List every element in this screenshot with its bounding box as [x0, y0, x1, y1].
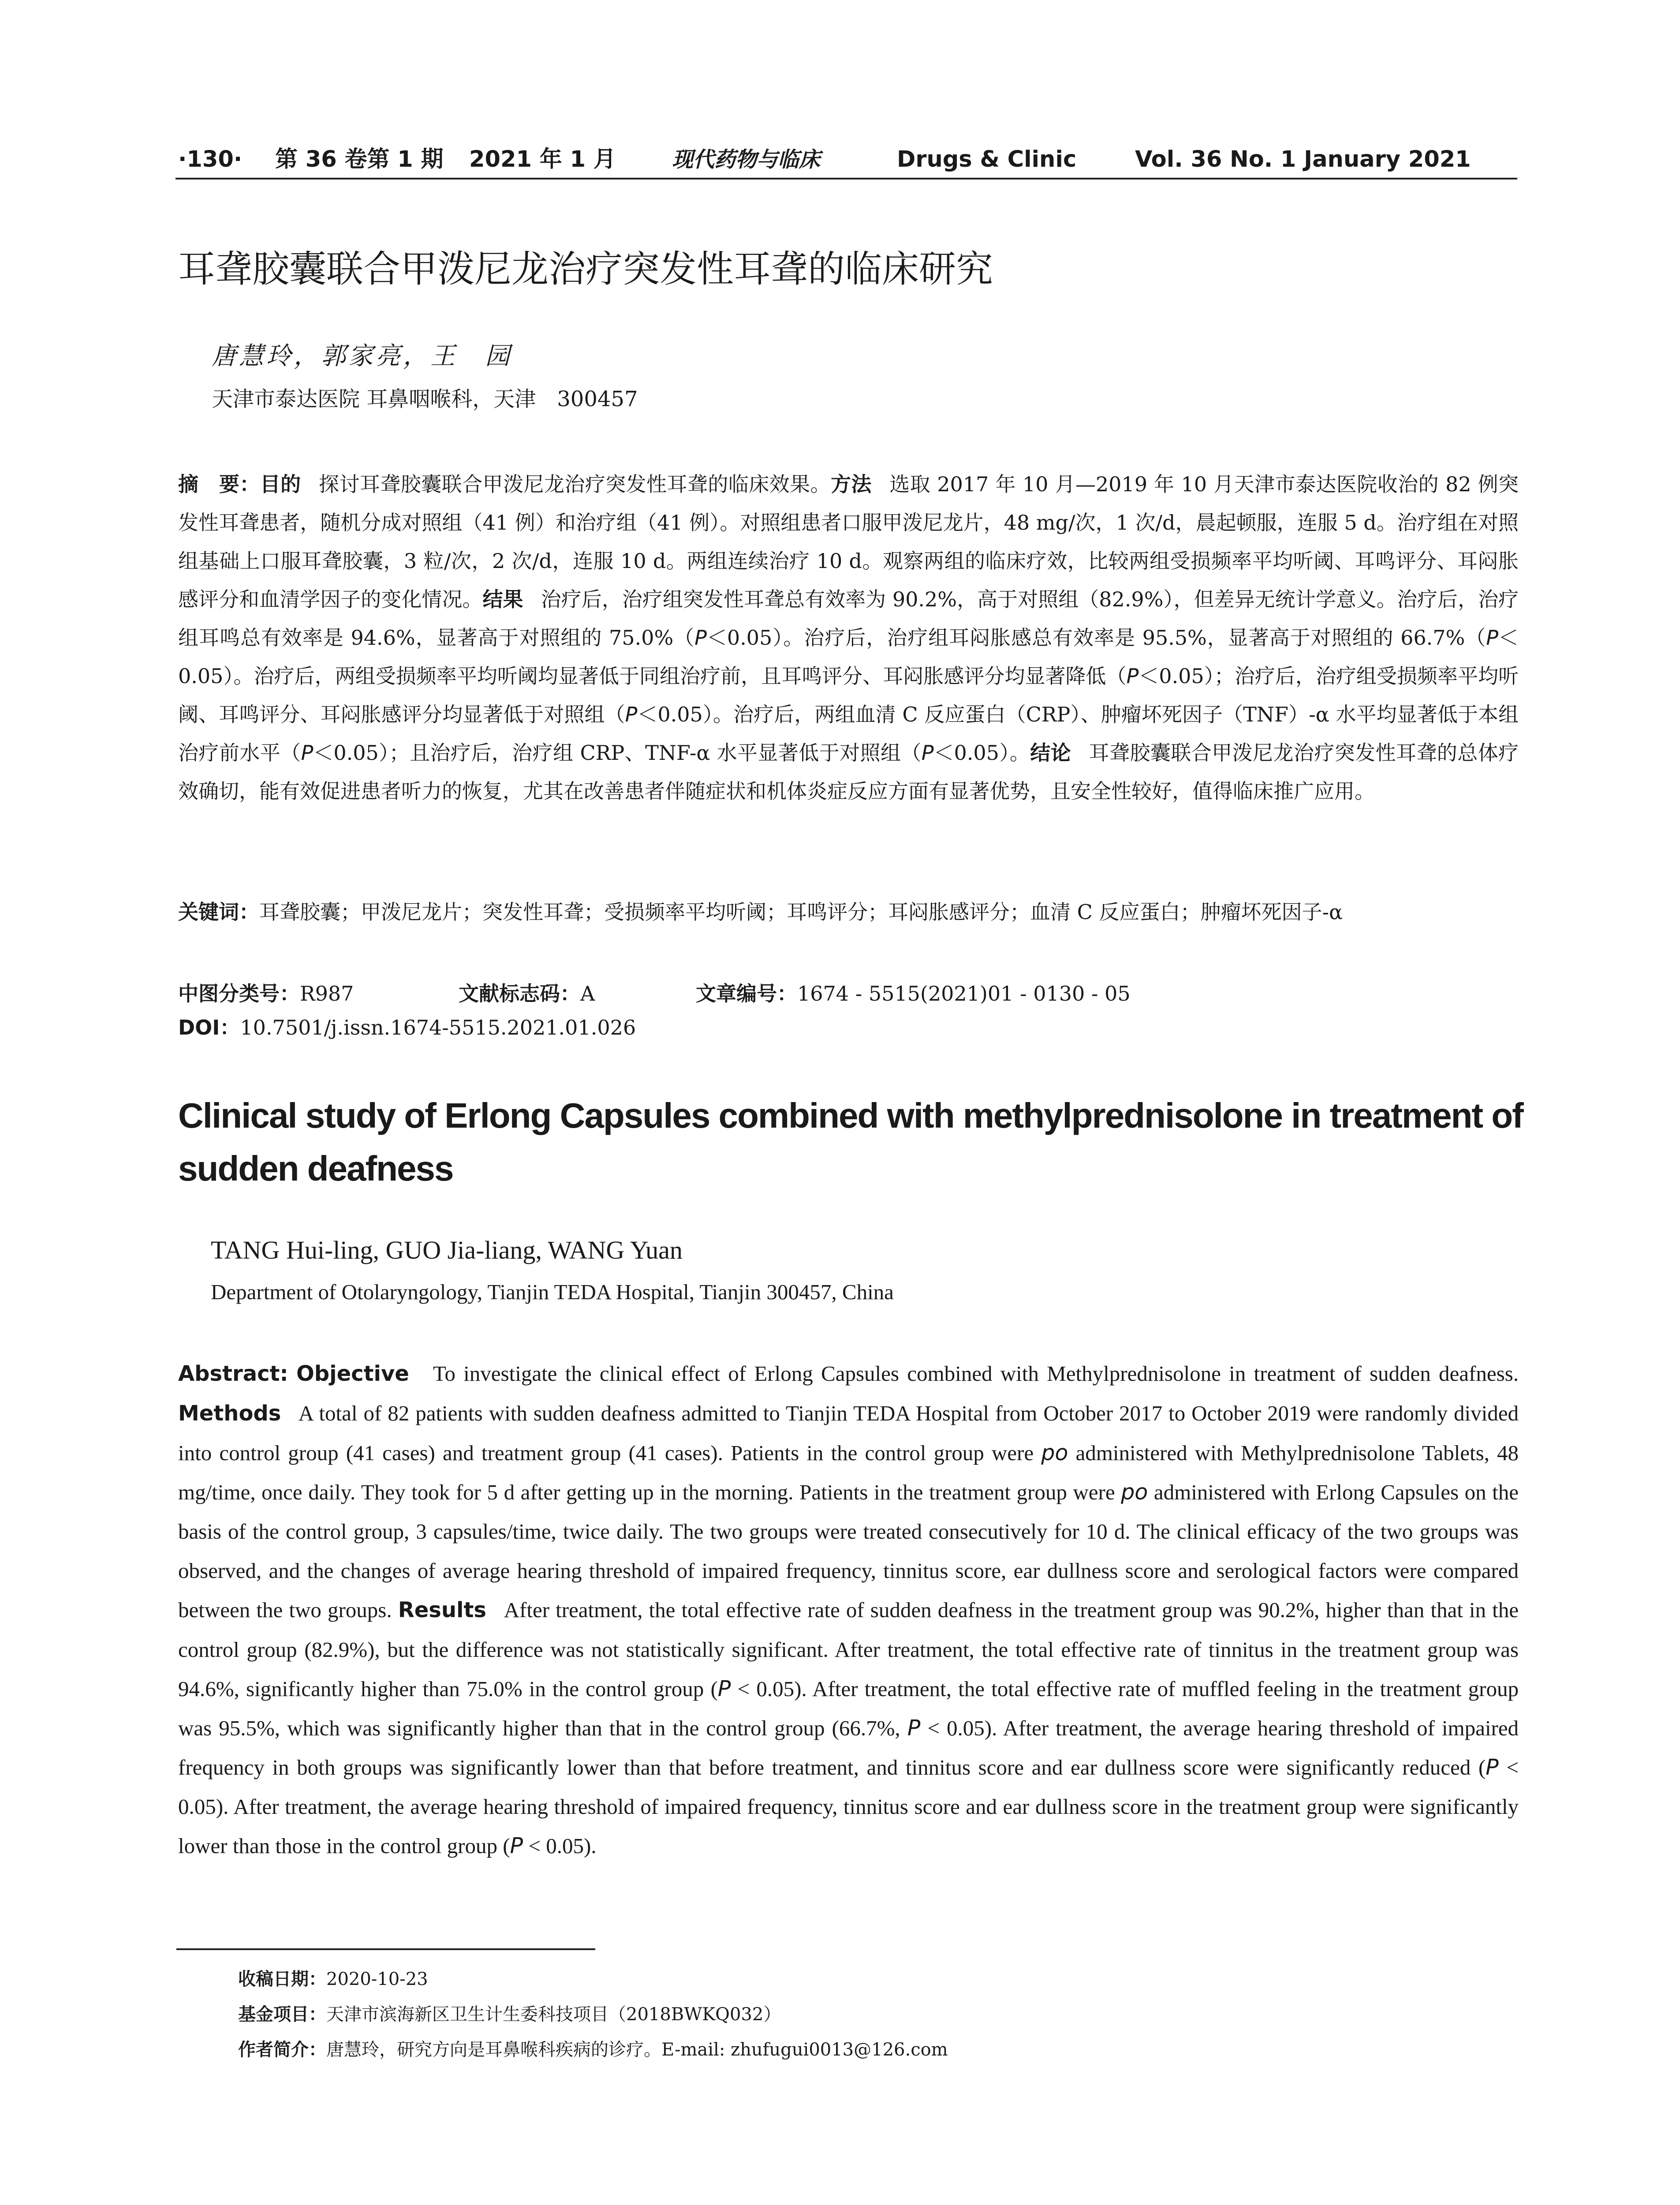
authors-en: TANG Hui-ling, GUO Jia-liang, WANG Yuan: [211, 1236, 683, 1264]
affiliation-en: Department of Otolaryngology, Tianjin TEDA Hospital, Tianjin 300457, China: [211, 1280, 894, 1304]
p-symbol: P: [717, 1676, 731, 1701]
abstract-cn: [178, 465, 1519, 811]
volume-issue-en: Vol. 36 No. 1 January 2021: [1135, 146, 1471, 172]
article-title-cn: 耳聋胶囊联合甲泼尼龙治疗突发性耳聋的临床研究: [178, 247, 993, 291]
results-text-cn: ＜0.05）。治疗后，两组血清 C 反应蛋白（CRP）、肿瘤坏死因子（TNF）-α 水平均显著低于本组治疗前水平（: [178, 703, 1519, 765]
results-text-en: After treatment, the total effective rate of sudden deafness in the treatment group was 90.2%, higher than that in the control group (82.9%), but the difference was not statistically significant. After treatment, the total effective rate of tinnitus in the treatment group was 94.6%, significantly higher than 75.0% in the control group (: [178, 1598, 1519, 1701]
p-symbol: P: [625, 703, 638, 726]
methods-text-en: administered with Erlong Capsules on the basis of the control group, 3 capsules/time, twice daily. The two groups were treated consecutively for 10 d. The clinical efficacy of the two groups was observed, and the changes of average hearing threshold of impaired frequency, tinnitus score, ear dullness score and serological factors were compared between the two groups.: [178, 1480, 1519, 1622]
article-number-label: 文章编号：: [696, 982, 797, 1005]
journal-name-cn: 现代药物与临床: [672, 147, 821, 172]
bio-value: 唐慧玲，研究方向是耳鼻喉科疾病的诊疗。E-mail: zhufugui0013@126.com: [326, 2040, 948, 2060]
methods-label-cn: 方法: [831, 472, 872, 496]
affiliation-cn: 天津市泰达医院 耳鼻咽喉科，天津 300457: [212, 387, 638, 411]
p-symbol: P: [694, 626, 707, 650]
clc-label: 中图分类号：: [178, 982, 300, 1005]
doi-label: DOI：: [178, 1016, 240, 1039]
p-symbol: P: [510, 1833, 523, 1858]
results-text-en: < 0.05). After treatment, the total effective rate of muffled feeling in the treatment group was 95.5%, which was significantly higher than that in the control group (66.7%,: [178, 1677, 1519, 1740]
authors-cn: 唐慧玲，郭家亮，王 园: [212, 342, 512, 370]
fund-project: [238, 1997, 948, 2032]
volume-issue-cn: 第 36 卷第 1 期: [275, 146, 444, 172]
objective-label-cn: 目的: [260, 472, 301, 496]
article-title-en: Clinical study of Erlong Capsules combined with methylprednisolone in treatment of sudden deafness: [178, 1096, 1523, 1188]
results-text-en: < 0.05). After treatment, the average hearing threshold of impaired frequency, tinnitus score and ear dullness score in the treatment group were significantly lower than those in the control group (: [178, 1755, 1519, 1858]
results-label-cn: 结果: [482, 587, 523, 611]
p-symbol: P: [1486, 626, 1498, 650]
results-text-cn: ＜0.05）。治疗后，两组受损频率平均听阈均显著低于同组治疗前，且耳鸣评分、耳闷胀感评分均显著降低（: [178, 626, 1519, 688]
received-value: 2020-10-23: [326, 1969, 428, 1989]
results-text-en: < 0.05).: [528, 1834, 597, 1858]
results-text-cn: ＜0.05）。: [933, 741, 1030, 765]
p-symbol: P: [1126, 664, 1139, 688]
running-header: [178, 142, 1516, 177]
po-abbrev: po: [1121, 1480, 1148, 1505]
abstract-label-cn: 摘 要：: [178, 472, 260, 496]
author-bio: [238, 2032, 948, 2067]
results-label-en: Results: [398, 1598, 486, 1622]
results-text-cn: ＜0.05）；且治疗后，治疗组 CRP、TNF-α 水平显著低于对照组（: [313, 741, 922, 765]
keywords-text-cn: 耳聋胶囊；甲泼尼龙片；突发性耳聋；受损频率平均听阈；耳鸣评分；耳闷胀感评分；血清 C 反应蛋白；肿瘤坏死因子-α: [259, 900, 1343, 924]
doi-line: [178, 1010, 636, 1045]
abstract-label-en: Abstract:: [178, 1361, 288, 1386]
methods-text-en: administered with Methylprednisolone Tablets, 48 mg/time, once daily. They took for 5 d after getting up in the morning. Patients in the treatment group were: [178, 1441, 1519, 1504]
conclusion-label-cn: 结论: [1030, 741, 1071, 765]
conclusion-text-cn: 耳聋胶囊联合甲泼尼龙治疗突发性耳聋的总体疗效确切，能有效促进患者听力的恢复，尤其在改善患者伴随症状和机体炎症反应方面有显著优势，且安全性较好，值得临床推广应用。: [178, 741, 1519, 803]
date-cn: 2021 年 1 月: [469, 146, 616, 172]
objective-text-en: To investigate the clinical effect of Erlong Capsules combined with Methylprednisolone in treatment of sudden deafness.: [433, 1361, 1519, 1386]
doc-code-label: 文献标志码：: [459, 982, 580, 1005]
results-text-cn: 治疗后，治疗组突发性耳聋总有效率为 90.2%，高于对照组（82.9%），但差异无统计学意义。治疗后，治疗组耳鸣总有效率是 94.6%，显著高于对照组的 75.0%（: [178, 587, 1519, 650]
objective-label-en: Objective: [296, 1361, 409, 1386]
p-symbol: P: [907, 1715, 921, 1741]
header-rule: [175, 178, 1517, 179]
journal-name-en: Drugs & Clinic: [897, 146, 1077, 172]
keywords-label-cn: 关键词：: [178, 900, 259, 924]
methods-text-cn: 选取 2017 年 10 月—2019 年 10 月天津市泰达医院收治的 82 例突发性耳聋患者，随机分成对照组（41 例）和治疗组（41 例）。对照组患者口服甲泼尼龙片，48 mg/次，1 次/d，晨起顿服，连服 5 d。治疗组在对照组基础上口服耳聋胶囊，3 粒/次，2 次/d，连服 10 d。两组连续治疗 10 d。观察两组的临床疗效，比较两组受损频率平均听阈、耳鸣评分、耳闷胀感评分和血清学因子的变化情况。: [178, 472, 1519, 611]
p-symbol: P: [1486, 1755, 1499, 1780]
received-date: [238, 1962, 948, 1997]
article-number-value: 1674 - 5515(2021)01 - 0130 - 05: [797, 982, 1131, 1005]
keywords-cn: [178, 893, 1519, 931]
clc-value: R987: [300, 982, 354, 1005]
p-symbol: P: [301, 741, 314, 765]
doi-value: 10.7501/j.issn.1674-5515.2021.01.026: [240, 1016, 636, 1039]
doc-code-value: A: [580, 982, 595, 1005]
received-label: 收稿日期：: [238, 1969, 326, 1989]
bio-label: 作者简介：: [238, 2040, 326, 2060]
results-text-cn: ＜0.05）。治疗后，治疗组耳闷胀感总有效率是 95.5%，显著高于对照组的 66.7%（: [706, 626, 1486, 650]
objective-text-cn: 探讨耳聋胶囊联合甲泼尼龙治疗突发性耳聋的临床效果。: [318, 472, 831, 496]
results-text-en: < 0.05). After treatment, the average hearing threshold of impaired frequency in both groups was significantly lower than that before treatment, and tinnitus score and ear dullness score were significantly reduced (: [178, 1716, 1519, 1779]
footnote-rule: [176, 1948, 595, 1950]
abstract-en: [178, 1354, 1519, 1865]
methods-text-en: A total of 82 patients with sudden deafness admitted to Tianjin TEDA Hospital from October 2017 to October 2019 were randomly divided into control group (41 cases) and treatment group (41 cases). Patients in the control group were: [178, 1401, 1519, 1465]
po-abbrev: po: [1041, 1440, 1068, 1465]
footnotes: [238, 1962, 948, 2067]
methods-label-en: Methods: [178, 1401, 281, 1426]
fund-value: 天津市滨海新区卫生计生委科技项目（2018BWKQ032）: [326, 2004, 781, 2025]
results-text-cn: ＜0.05）；治疗后，治疗组受损频率平均听阈、耳鸣评分、耳闷胀感评分均显著低于对照组（: [178, 664, 1519, 726]
page-number: ·130·: [178, 146, 243, 172]
p-symbol: P: [921, 741, 934, 765]
fund-label: 基金项目：: [238, 2004, 326, 2025]
